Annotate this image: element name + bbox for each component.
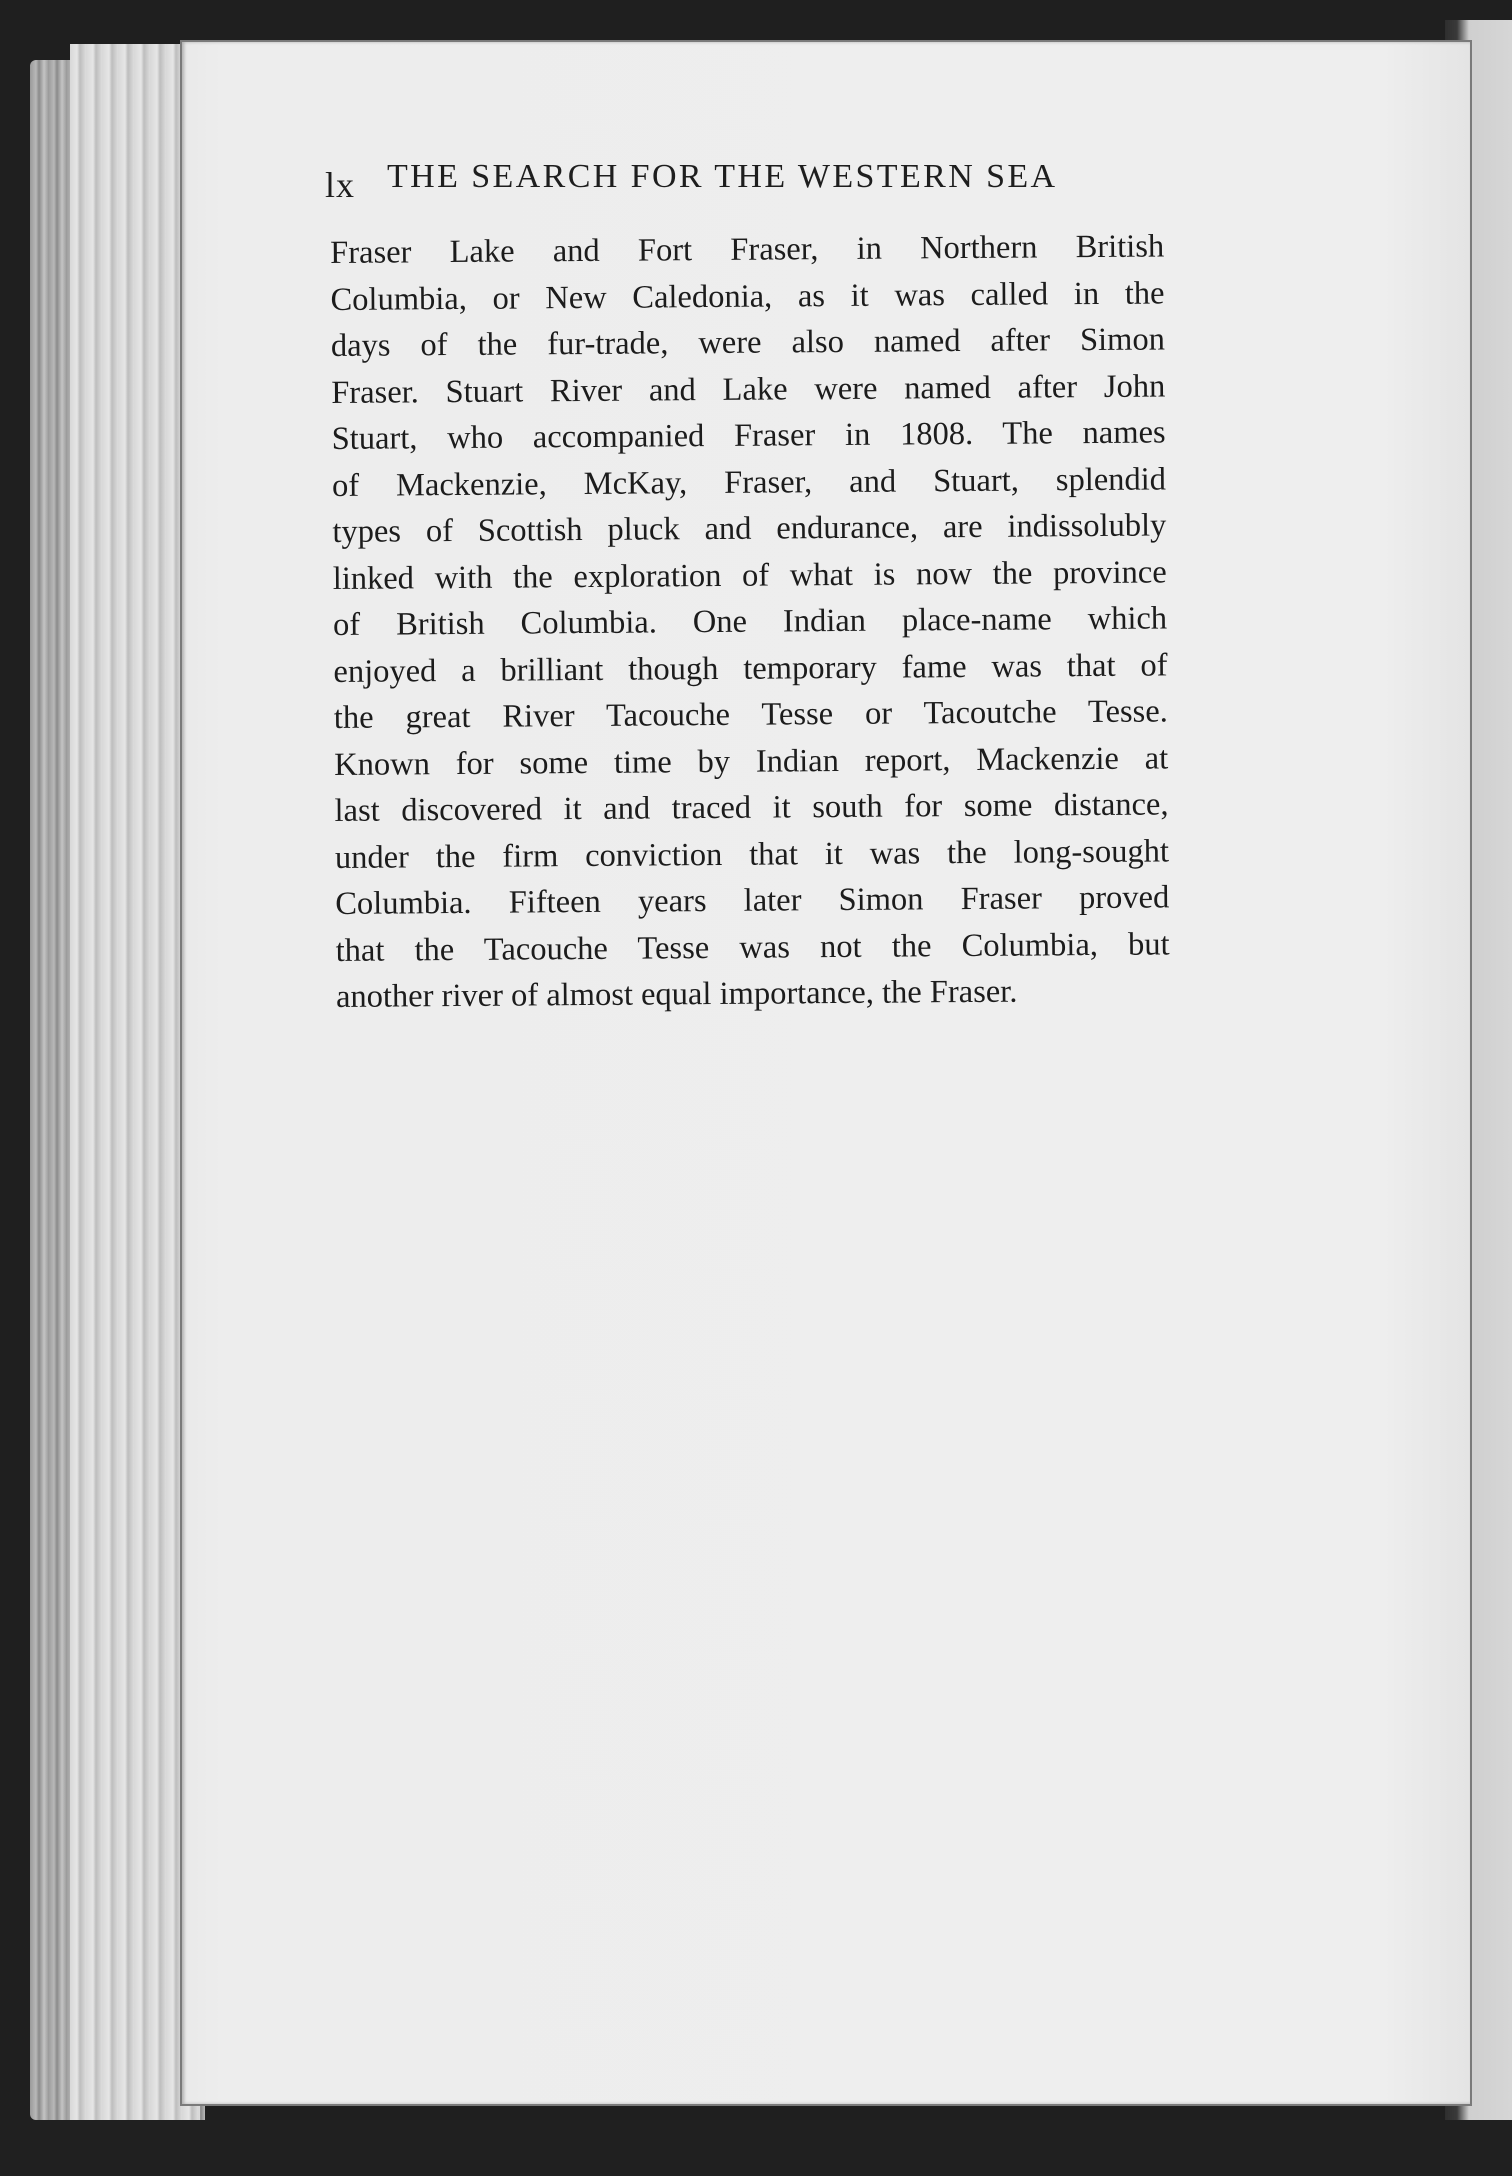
page-number: lx xyxy=(325,165,356,205)
text-line: another river of almost equal importance, the Fraser. xyxy=(335,973,1018,1015)
text-line: of British Columbia. One Indian place-name which xyxy=(332,600,1168,643)
text-line: Columbia. Fifteen years later Simon Fraser proved xyxy=(335,879,1170,922)
text-line: under the firm conviction that it was the long-sought xyxy=(334,832,1170,876)
text-line: enjoyed a brilliant though temporary fame was that of xyxy=(333,646,1168,690)
text-line: Stuart, who accompanied Fraser in 1808. The names xyxy=(331,414,1166,457)
text-line: types of Scottish pluck and endurance, are indissolubly xyxy=(332,507,1167,550)
text-line: Fraser Lake and Fort Fraser, in Northern British xyxy=(330,228,1165,271)
text-line: of Mackenzie, McKay, Fraser, and Stuart, splendid xyxy=(331,460,1167,504)
text-line: Known for some time by Indian report, Mackenzie at xyxy=(334,739,1169,783)
text-line: days of the fur-trade, were also named after Simon xyxy=(330,321,1166,364)
text-line: Fraser. Stuart River and Lake were named after John xyxy=(331,367,1166,411)
book-page-edges-inner xyxy=(70,44,200,2124)
text-line: last discovered it and traced it south for some distance, xyxy=(334,786,1169,829)
scan-background xyxy=(0,2120,1512,2176)
text-line: that the Tacouche Tesse was not the Columbia, but xyxy=(335,925,1170,969)
running-title: THE SEARCH FOR THE WESTERN SEA xyxy=(387,158,1058,195)
body-paragraph xyxy=(330,223,1170,1020)
text-line: linked with the exploration of what is now the province xyxy=(332,553,1167,597)
text-line: Columbia, or New Caledonia, as it was called in the xyxy=(330,274,1165,318)
text-line: the great River Tacouche Tesse or Tacoutche Tesse. xyxy=(333,693,1168,736)
page-header xyxy=(325,158,1165,218)
